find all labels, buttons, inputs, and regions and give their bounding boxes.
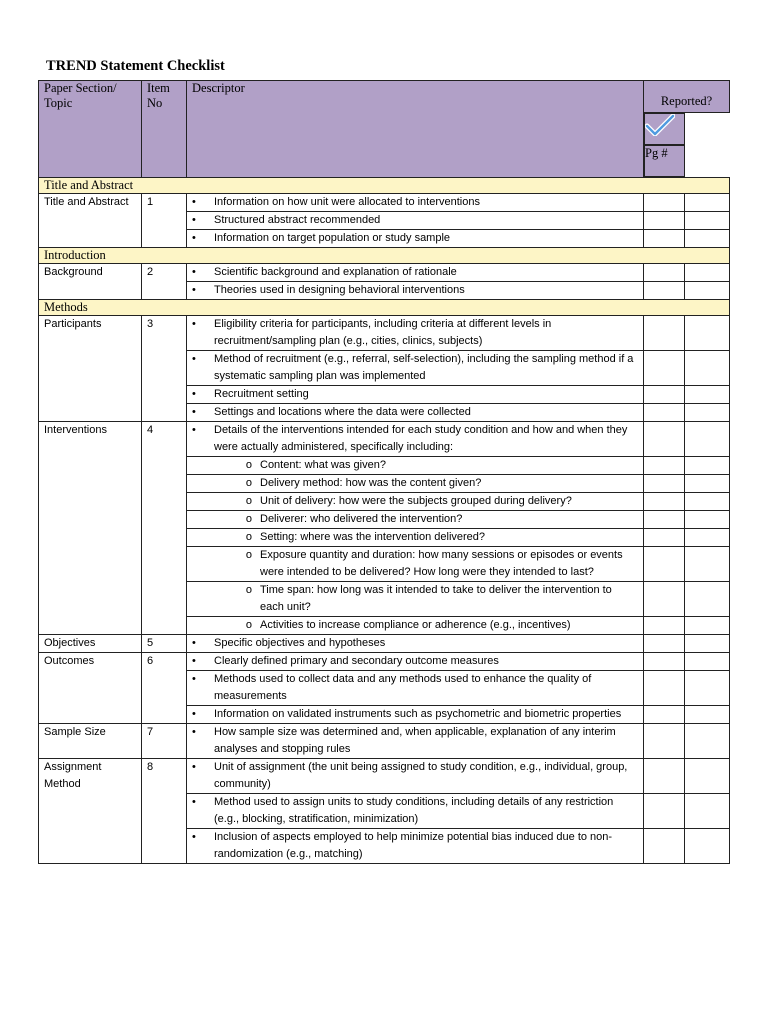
descriptor-cell — [187, 671, 644, 706]
reported-check-cell[interactable] — [644, 617, 685, 635]
page-number-cell[interactable] — [685, 316, 730, 351]
topic-cell: Objectives — [39, 635, 142, 653]
item-number: 1 — [142, 194, 187, 248]
circle-bullet-icon: o — [245, 513, 252, 525]
table-row — [39, 653, 730, 671]
reported-check-cell[interactable] — [644, 422, 685, 457]
bullet-icon: • — [192, 214, 196, 226]
page-number-cell[interactable] — [685, 794, 730, 829]
page-number-cell[interactable] — [685, 282, 730, 300]
bullet-icon: • — [192, 761, 196, 773]
item-number: 2 — [142, 264, 187, 300]
descriptor-text: Settings and locations where the data were collected — [214, 406, 471, 418]
item-number: 3 — [142, 316, 187, 422]
topic-cell: Participants — [39, 316, 142, 422]
bullet-icon: • — [192, 424, 196, 436]
topic-cell: Title and Abstract — [39, 194, 142, 248]
page-number-cell[interactable] — [685, 759, 730, 794]
page-number-cell[interactable] — [685, 706, 730, 724]
table-row — [39, 194, 730, 212]
header-page-number: Pg # — [644, 145, 685, 177]
reported-check-cell[interactable] — [644, 282, 685, 300]
page-number-cell[interactable] — [685, 422, 730, 457]
page-number-cell[interactable] — [685, 264, 730, 282]
page-number-cell[interactable] — [685, 194, 730, 212]
descriptor-text: Time span: how long was it intended to take to deliver the intervention to each unit? — [260, 584, 612, 613]
item-number: 5 — [142, 635, 187, 653]
descriptor-text: Structured abstract recommended — [214, 214, 381, 226]
descriptor-text: Inclusion of aspects employed to help minimize potential bias induced due to non-randomization (e.g., matching) — [214, 831, 613, 860]
descriptor-text: Details of the interventions intended for each study condition and how and when they were actually administered, specifically including: — [214, 424, 628, 453]
bullet-icon: • — [192, 406, 196, 418]
checkmark-icon — [645, 114, 675, 136]
reported-check-cell[interactable] — [644, 582, 685, 617]
page-number-cell[interactable] — [685, 724, 730, 759]
document-title: TREND Statement Checklist — [46, 58, 225, 74]
bullet-icon: • — [192, 655, 196, 667]
table-row — [39, 759, 730, 794]
descriptor-cell — [187, 653, 644, 671]
reported-check-cell[interactable] — [644, 529, 685, 547]
descriptor-text: Theories used in designing behavioral interventions — [214, 284, 465, 296]
section-heading: Methods — [39, 300, 730, 316]
bullet-icon: • — [192, 196, 196, 208]
descriptor-text: Scientific background and explanation of rationale — [214, 266, 457, 278]
descriptor-text: Methods used to collect data and any methods used to enhance the quality of measurements — [214, 673, 592, 702]
page-number-cell[interactable] — [685, 386, 730, 404]
reported-check-cell[interactable] — [644, 404, 685, 422]
page-number-cell[interactable] — [685, 547, 730, 582]
section-heading: Title and Abstract — [39, 178, 730, 194]
page-number-cell[interactable] — [685, 404, 730, 422]
table-row — [39, 264, 730, 282]
topic-cell: Assignment Method — [39, 759, 142, 864]
bullet-icon: • — [192, 708, 196, 720]
descriptor-text: Activities to increase compliance or adherence (e.g., incentives) — [260, 619, 571, 631]
reported-check-cell[interactable] — [644, 653, 685, 671]
page-number-cell[interactable] — [685, 230, 730, 248]
bullet-icon: • — [192, 353, 196, 365]
reported-check-cell[interactable] — [644, 230, 685, 248]
page-number-cell[interactable] — [685, 351, 730, 386]
descriptor-text: Exposure quantity and duration: how many sessions or episodes or events were intended to be delivered? How long were they intended to last? — [260, 549, 623, 578]
checklist-table — [38, 80, 730, 864]
descriptor-cell — [187, 493, 644, 511]
topic-cell: Background — [39, 264, 142, 300]
page-number-cell[interactable] — [685, 511, 730, 529]
circle-bullet-icon: o — [245, 619, 252, 631]
bullet-icon: • — [192, 318, 196, 330]
table-row — [39, 635, 730, 653]
descriptor-cell — [187, 582, 644, 617]
bullet-icon: • — [192, 284, 196, 296]
page-number-cell[interactable] — [685, 457, 730, 475]
bullet-icon: • — [192, 388, 196, 400]
descriptor-text: Clearly defined primary and secondary outcome measures — [214, 655, 499, 667]
reported-check-cell[interactable] — [644, 194, 685, 212]
header-check-column — [644, 113, 685, 145]
descriptor-text: Method of recruitment (e.g., referral, self-selection), including the sampling method if a systematic sampling plan was implemented — [214, 353, 634, 382]
descriptor-cell — [187, 617, 644, 635]
descriptor-cell — [187, 706, 644, 724]
descriptor-cell — [187, 316, 644, 351]
descriptor-text: Setting: where was the intervention delivered? — [260, 531, 486, 543]
reported-check-cell[interactable] — [644, 724, 685, 759]
table-row — [39, 422, 730, 457]
descriptor-cell — [187, 547, 644, 582]
descriptor-cell — [187, 794, 644, 829]
reported-check-cell[interactable] — [644, 351, 685, 386]
table-row — [39, 316, 730, 351]
page-number-cell[interactable] — [685, 671, 730, 706]
bullet-icon: • — [192, 232, 196, 244]
bullet-icon: • — [192, 637, 196, 649]
page-number-cell[interactable] — [685, 493, 730, 511]
reported-check-cell[interactable] — [644, 635, 685, 653]
descriptor-cell — [187, 529, 644, 547]
descriptor-text: Method used to assign units to study conditions, including details of any restriction (e.g., blocking, stratification, minimization) — [214, 796, 614, 825]
topic-cell: Interventions — [39, 422, 142, 635]
reported-check-cell[interactable] — [644, 493, 685, 511]
item-number: 4 — [142, 422, 187, 635]
descriptor-text: Unit of assignment (the unit being assigned to study condition, e.g., individual, group, community) — [214, 761, 628, 790]
descriptor-text: Specific objectives and hypotheses — [214, 637, 386, 649]
reported-check-cell[interactable] — [644, 547, 685, 582]
circle-bullet-icon: o — [245, 459, 252, 471]
reported-check-cell[interactable] — [644, 457, 685, 475]
reported-check-cell[interactable] — [644, 829, 685, 864]
item-number: 6 — [142, 653, 187, 724]
reported-check-cell[interactable] — [644, 706, 685, 724]
descriptor-cell — [187, 230, 644, 248]
descriptor-text: Delivery method: how was the content given? — [260, 477, 482, 489]
header-item-no: Item No — [142, 81, 187, 178]
descriptor-cell — [187, 759, 644, 794]
bullet-icon: • — [192, 831, 196, 843]
descriptor-cell — [187, 194, 644, 212]
item-number: 7 — [142, 724, 187, 759]
header-descriptor: Descriptor — [187, 81, 644, 178]
descriptor-cell — [187, 511, 644, 529]
table-row — [39, 724, 730, 759]
descriptor-text: Unit of delivery: how were the subjects grouped during delivery? — [260, 495, 572, 507]
descriptor-text: Eligibility criteria for participants, including criteria at different levels in recruitment/sampling plan (e.g., cities, clinics, subjects) — [214, 318, 552, 347]
reported-check-cell[interactable] — [644, 386, 685, 404]
circle-bullet-icon: o — [245, 549, 252, 561]
topic-cell: Sample Size — [39, 724, 142, 759]
reported-check-cell[interactable] — [644, 671, 685, 706]
section-heading: Introduction — [39, 248, 730, 264]
descriptor-cell — [187, 829, 644, 864]
descriptor-text: Deliverer: who delivered the intervention? — [260, 513, 463, 525]
bullet-icon: • — [192, 673, 196, 685]
circle-bullet-icon: o — [245, 477, 252, 489]
reported-check-cell[interactable] — [644, 511, 685, 529]
circle-bullet-icon: o — [245, 495, 252, 507]
reported-check-cell[interactable] — [644, 264, 685, 282]
page-number-cell[interactable] — [685, 475, 730, 493]
descriptor-cell — [187, 212, 644, 230]
descriptor-cell — [187, 422, 644, 457]
checklist-body — [39, 178, 730, 864]
descriptor-text: Content: what was given? — [260, 459, 386, 471]
bullet-icon: • — [192, 796, 196, 808]
page-number-cell[interactable] — [685, 212, 730, 230]
reported-check-cell[interactable] — [644, 759, 685, 794]
descriptor-text: How sample size was determined and, when applicable, explanation of any interim analyses and stopping rules — [214, 726, 616, 755]
circle-bullet-icon: o — [245, 531, 252, 543]
page-number-cell[interactable] — [685, 635, 730, 653]
header-section-topic: Paper Section/ Topic — [39, 81, 142, 178]
reported-check-cell[interactable] — [644, 316, 685, 351]
reported-check-cell[interactable] — [644, 794, 685, 829]
descriptor-text: Information on target population or study sample — [214, 232, 451, 244]
page-number-cell[interactable] — [685, 829, 730, 864]
descriptor-cell — [187, 351, 644, 386]
descriptor-cell — [187, 475, 644, 493]
bullet-icon: • — [192, 726, 196, 738]
topic-cell: Outcomes — [39, 653, 142, 724]
reported-check-cell[interactable] — [644, 475, 685, 493]
descriptor-cell — [187, 264, 644, 282]
descriptor-text: Information on how unit were allocated to interventions — [214, 196, 480, 208]
item-number: 8 — [142, 759, 187, 864]
page-number-cell[interactable] — [685, 617, 730, 635]
bullet-icon: • — [192, 266, 196, 278]
page-number-cell[interactable] — [685, 653, 730, 671]
descriptor-cell — [187, 635, 644, 653]
circle-bullet-icon: o — [245, 584, 252, 596]
descriptor-cell — [187, 404, 644, 422]
descriptor-text: Information on validated instruments such as psychometric and biometric properties — [214, 708, 622, 720]
descriptor-cell — [187, 282, 644, 300]
page-number-cell[interactable] — [685, 582, 730, 617]
reported-check-cell[interactable] — [644, 212, 685, 230]
descriptor-cell — [187, 457, 644, 475]
descriptor-cell — [187, 386, 644, 404]
descriptor-text: Recruitment setting — [214, 388, 309, 400]
page-number-cell[interactable] — [685, 529, 730, 547]
header-reported: Reported? — [644, 81, 730, 113]
descriptor-cell — [187, 724, 644, 759]
